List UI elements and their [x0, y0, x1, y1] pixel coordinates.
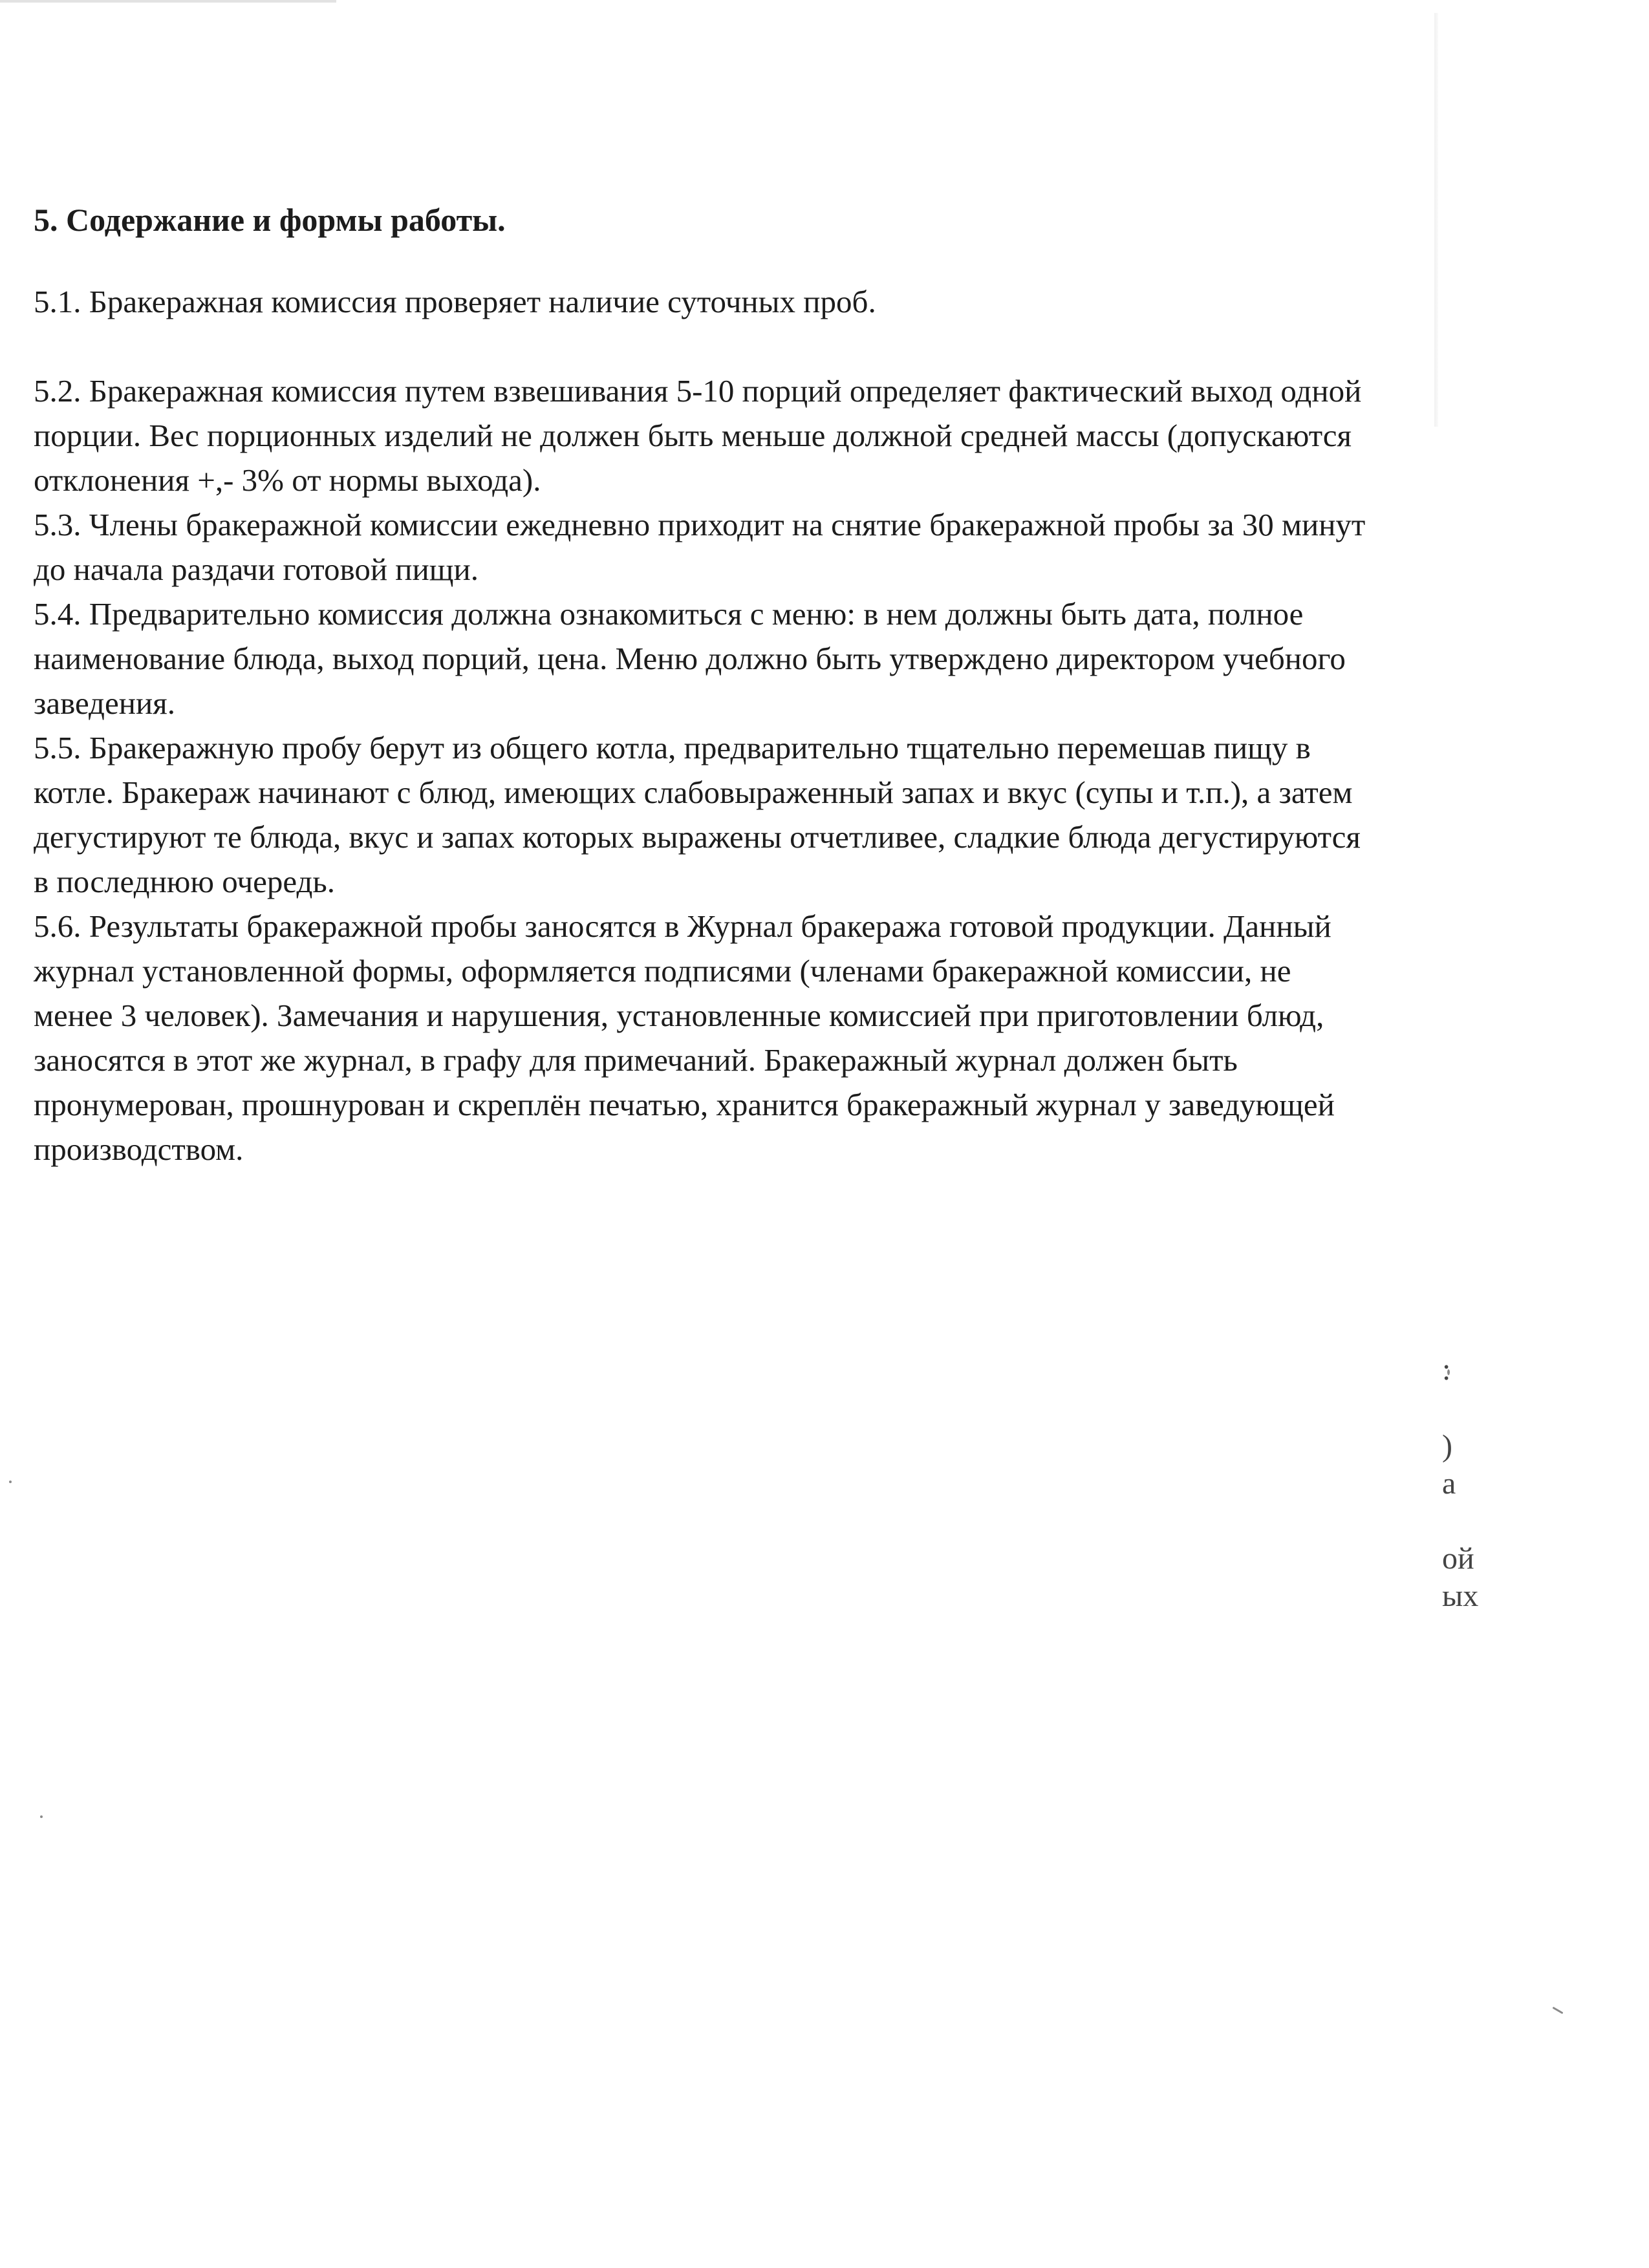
scan-edge-top: [0, 0, 336, 3]
bleed-through-fragment: :: [1442, 1353, 1451, 1387]
paragraph-5-4: 5.4. Предварительно комиссия должна ознакомиться с меню: в нем должны быть дата, полное наименование блюда, выход порций, цена. Меню должно быть утверждено директором учебного заведения.: [34, 596, 1346, 721]
scan-edge-right: [1434, 13, 1438, 427]
document-body: [34, 199, 1366, 1171]
paragraph-5-5: 5.5. Бракеражную пробу берут из общего котла, предварительно тщательно перемешав пищу в котле. Бракераж начинают с блюд, имеющих слабовыраженный запах и вкус (супы и т.п.), а затем дегустируют те блюда, вкус и запах которых выражены отчетливее, сладкие блюда дегустируются в последнюю очередь.: [34, 730, 1361, 899]
bleed-through-fragment: ой: [1442, 1541, 1474, 1576]
scan-speck: [40, 1815, 43, 1818]
bleed-through-text: [1442, 1351, 1513, 1615]
bleed-through-fragment: а: [1442, 1466, 1456, 1501]
paragraph-5-1: 5.1. Бракеражная комиссия проверяет наличие суточных проб.: [34, 284, 876, 319]
bleed-through-fragment: ых: [1442, 1579, 1479, 1613]
paragraph-5-2: 5.2. Бракеражная комиссия путем взвешивания 5-10 порций определяет фактический выход одной порции. Вес порционных изделий не должен быть меньше должной средней массы (допускаются отклонения +,- 3% от нормы выхода).: [34, 373, 1362, 498]
scan-speck: [1552, 2007, 1563, 2015]
paragraph-5-3: 5.3. Члены бракеражной комиссии ежедневно приходит на снятие бракеражной пробы за 30 минут до начала раздачи готовой пищи.: [34, 507, 1366, 587]
section-heading: 5. Содержание и формы работы.: [34, 202, 506, 238]
paragraph-5-6: 5.6. Результаты бракеражной пробы заносятся в Журнал бракеража готовой продукции. Данный журнал установленной формы, оформляется подписями (членами бракеражной комиссии, не менее 3 человек). Замечания и нарушения, установленные комиссией при приготовлении блюд, заносятся в этот же журнал, в графу для примечаний. Бракеражный журнал должен быть пронумерован, прошнурован и скреплён печатью, хранится бракеражный журнал у заведующей производством.: [34, 908, 1335, 1167]
bleed-through-fragment: [1442, 1503, 1513, 1540]
scan-speck: [9, 1481, 12, 1483]
bleed-through-fragment: ): [1442, 1429, 1452, 1463]
